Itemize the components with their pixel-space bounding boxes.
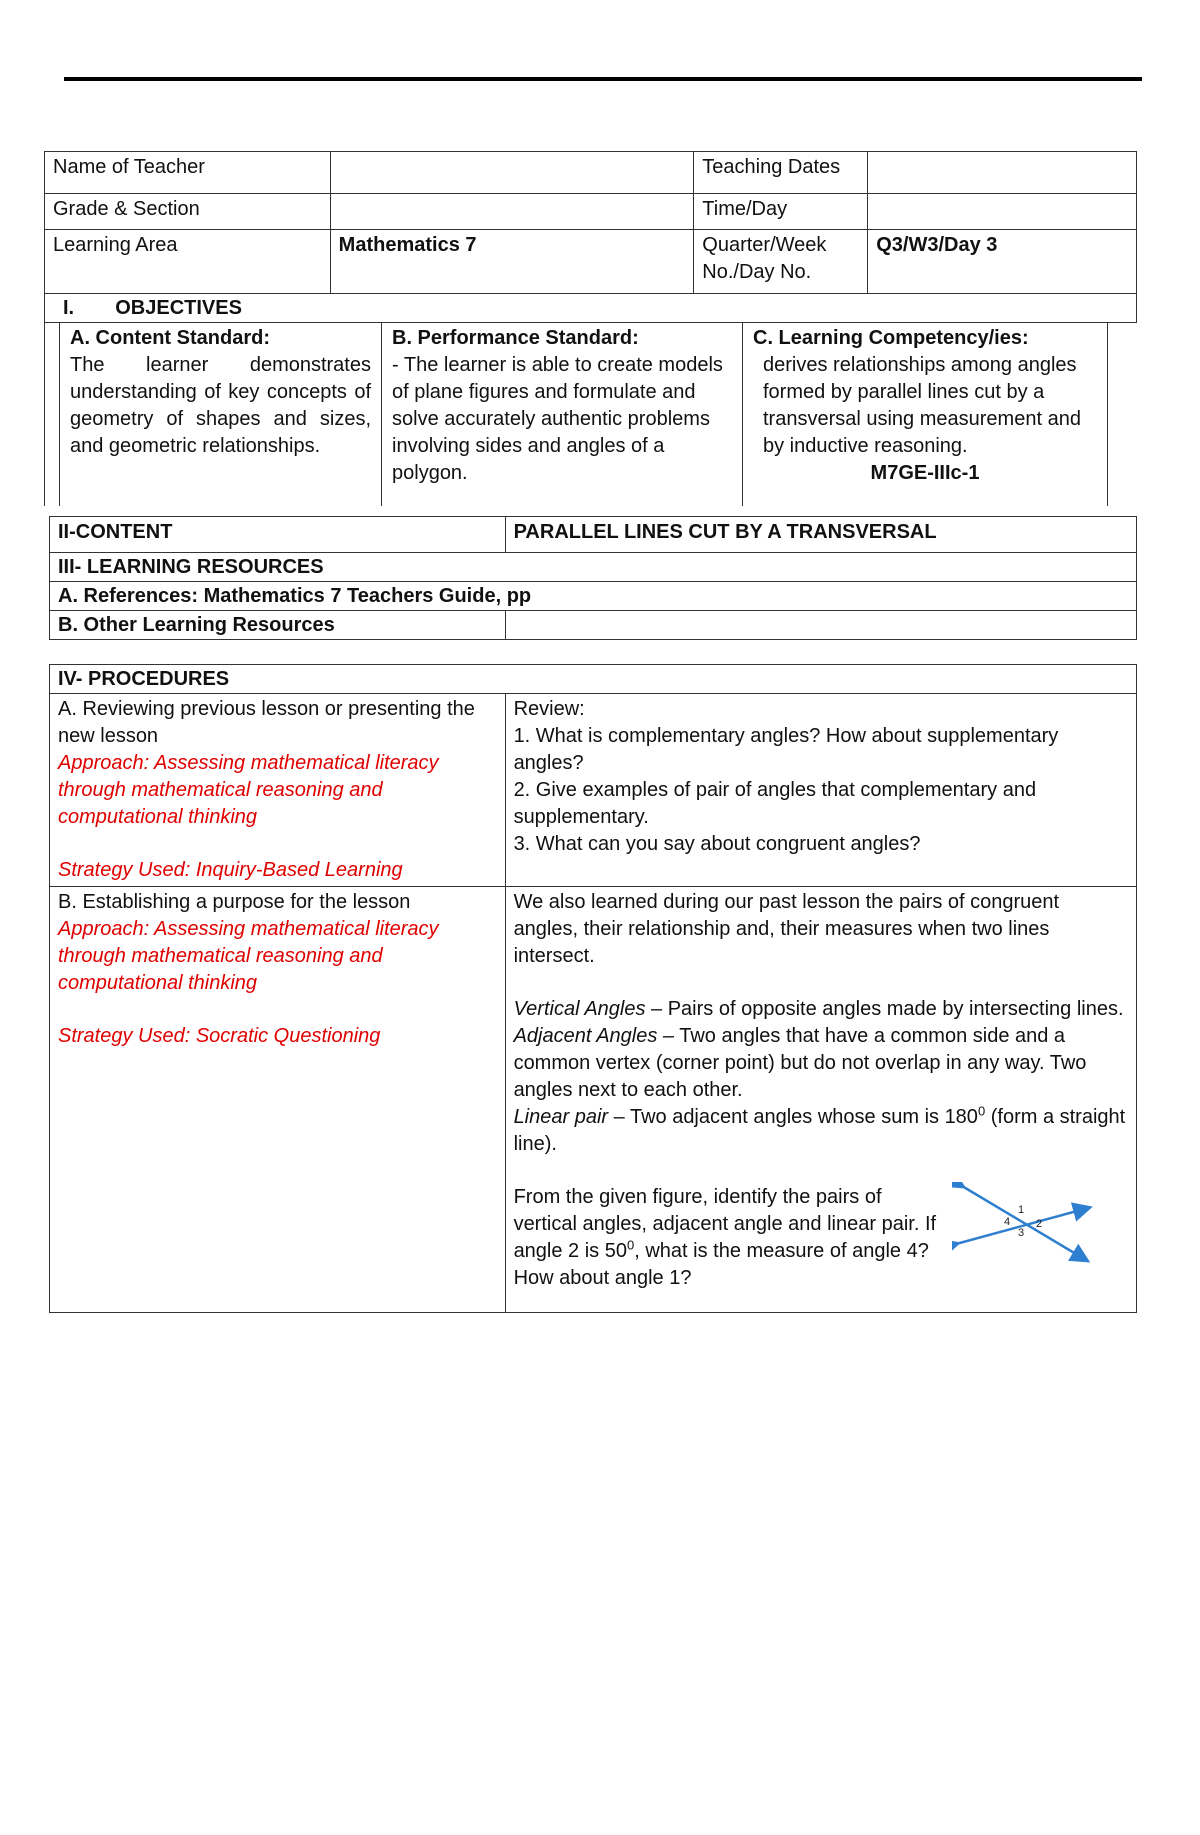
angle-label-4: 4 — [1004, 1216, 1011, 1228]
content-standard-text: The learner demonstrates understanding of key concepts of geometry of shapes and sizes, and geometric relationships. — [70, 354, 371, 457]
grade-section-value — [330, 194, 694, 230]
procedure-b-right — [505, 887, 1136, 1313]
quarter-week-label-line2: No./Day No. — [702, 261, 812, 283]
grade-section-label: Grade & Section — [45, 194, 331, 230]
learning-area-value: Mathematics 7 — [330, 230, 694, 294]
procedure-a-strategy: Strategy Used: Inquiry-Based Learning — [58, 859, 403, 881]
other-resources-value — [505, 611, 1136, 640]
name-of-teacher-value — [330, 152, 694, 194]
learning-area-label: Learning Area — [45, 230, 331, 294]
teaching-dates-label: Teaching Dates — [694, 152, 868, 194]
performance-standard-box — [382, 323, 743, 506]
review-question-1: 1. What is complementary angles? How about supplementary angles? — [513, 725, 1059, 774]
content-standard-title: A. Content Standard: — [70, 327, 270, 349]
adjacent-angles-term: Adjacent Angles — [513, 1025, 658, 1047]
objectives-title: OBJECTIVES — [115, 297, 242, 319]
learning-resources-heading: III- LEARNING RESOURCES — [50, 553, 1137, 582]
performance-standard-title: B. Performance Standard: — [392, 327, 639, 349]
learning-competency-text: derives relationships among angles formed by parallel lines cut by a transversal using measurement and by inductive reasoning. — [763, 354, 1081, 457]
review-label: Review: — [513, 698, 585, 720]
procedure-b-title: B. Establishing a purpose for the lesson — [58, 891, 411, 913]
objectives-heading — [45, 294, 1137, 323]
learning-competency-title: C. Learning Competency/ies: — [753, 327, 1029, 349]
procedure-b-left — [50, 887, 506, 1313]
learning-competency-box — [743, 323, 1108, 506]
vertical-angles-term: Vertical Angles — [513, 998, 646, 1020]
transversal-figure — [952, 1182, 1098, 1272]
competency-code: M7GE-IIIc-1 — [870, 462, 980, 484]
review-question-2: 2. Give examples of pair of angles that complementary and supplementary. — [513, 779, 1037, 828]
angle-label-3: 3 — [1018, 1227, 1025, 1239]
procedures-heading: IV- PROCEDURES — [50, 665, 1137, 694]
procedures-table — [49, 664, 1137, 1313]
procedure-a-title: A. Reviewing previous lesson or presenting the new lesson — [58, 698, 475, 747]
quarter-week-value: Q3/W3/Day 3 — [868, 230, 1137, 294]
linear-pair-def: Linear pair – Two adjacent angles whose sum is $180^0$ (form a straight line). — [513, 1103, 1126, 1155]
quarter-week-label — [694, 230, 868, 294]
name-of-teacher-label: Name of Teacher — [45, 152, 331, 194]
header-table — [44, 151, 1137, 506]
procedure-b-approach: Approach: Assessing mathematical literacy through mathematical reasoning and computational thinking — [58, 918, 439, 994]
content-table — [49, 516, 1137, 640]
references-row: A. References: Mathematics 7 Teachers Guide, pp — [50, 582, 1137, 611]
content-standard-box — [60, 323, 382, 506]
performance-standard-text: - The learner is able to create models of plane figures and formulate and solve accurately authentic problems involving sides and angles of a polygon. — [392, 354, 723, 484]
figure-question: 1 2 3 4 From the given figure, identify the pairs of vertical angles, adjacent angle and linear pair. If angle 2 is $50^0$, what is the measure of angle 4? How about angle 1? — [514, 1184, 1128, 1292]
top-rule — [64, 77, 1142, 81]
figure-line-1 — [962, 1186, 1086, 1260]
vertical-angles-def: Vertical Angles – Pairs of opposite angles made by intersecting lines. — [513, 998, 1124, 1020]
quarter-week-label-line1: Quarter/Week — [702, 234, 827, 256]
review-question-3: 3. What can you say about congruent angles? — [513, 833, 921, 855]
angle-label-1: 1 — [1018, 1204, 1025, 1216]
procedure-a-right — [505, 694, 1136, 887]
objectives-number: I. — [63, 297, 75, 319]
procedure-a-approach: Approach: Assessing mathematical literacy through mathematical reasoning and computational thinking — [58, 752, 439, 828]
linear-pair-term: Linear pair — [513, 1106, 609, 1128]
other-resources-label: B. Other Learning Resources — [50, 611, 506, 640]
figure-question-part1: From the given figure, identify the pairs of vertical angles, adjacent angle and linear pair. If angle 2 is 50 — [513, 1186, 937, 1262]
adjacent-angles-def: Adjacent Angles – Two angles that have a common side and a common vertex (corner point) but do not overlap in any way. Two angles next to each other. — [513, 1025, 1087, 1101]
teaching-dates-value — [868, 152, 1137, 194]
objectives-row — [45, 323, 1137, 507]
procedure-a-left — [50, 694, 506, 887]
figure-question-part2: , what is the measure of angle 4? How about angle 1? — [513, 1240, 929, 1289]
angle-label-2: 2 — [1036, 1218, 1043, 1230]
time-day-value — [868, 194, 1137, 230]
purpose-intro: We also learned during our past lesson the pairs of congruent angles, their relationship and, their measures when two lines intersect. — [513, 891, 1060, 967]
time-day-label: Time/Day — [694, 194, 868, 230]
content-value: PARALLEL LINES CUT BY A TRANSVERSAL — [505, 517, 1136, 553]
content-label: II-CONTENT — [50, 517, 506, 553]
procedure-b-strategy: Strategy Used: Socratic Questioning — [58, 1025, 381, 1047]
